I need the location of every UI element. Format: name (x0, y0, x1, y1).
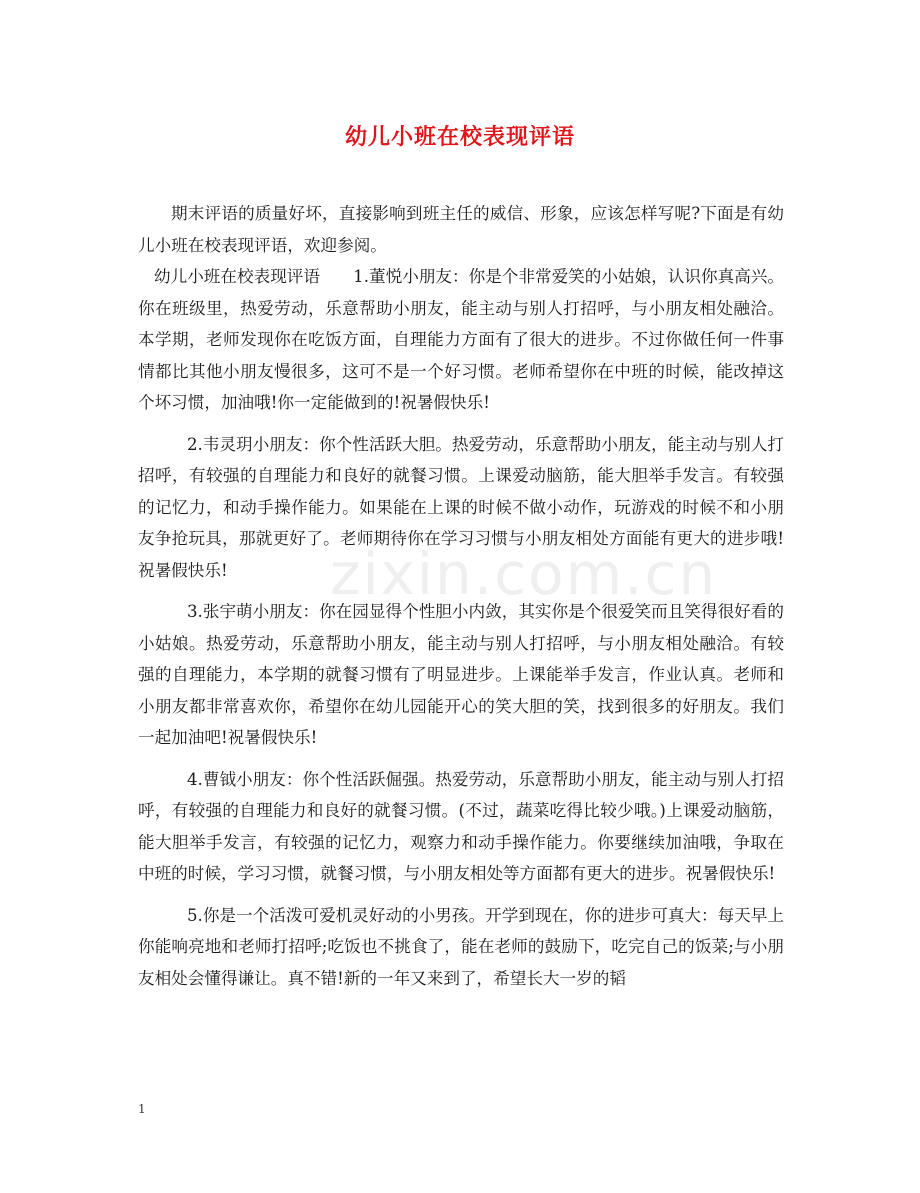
paragraph-item-3: 3.张宇萌小朋友：你在园显得个性胆小内敛，其实你是个很爱笑而且笑得很好看的小姑娘。热爱劳动，乐意帮助小朋友，能主动与别人打招呼，与小朋友相处融洽。有较强的自理能力，本学期的就餐习惯有了明显进步。上课能举手发言，作业认真。老师和小朋友都非常喜欢你，希望你在幼儿园能开心的笑大胆的笑，找到很多的好朋友。我们一起加油吧!祝暑假快乐! (138, 602, 784, 747)
paragraph-intro: 期末评语的质量好坏，直接影响到班主任的威信、形象，应该怎样写呢?下面是有幼儿小班在校表现评语，欢迎参阅。 (138, 204, 784, 255)
paragraph-gap (138, 419, 784, 429)
paragraph-item-2: 2.韦灵玥小朋友：你个性活跃大胆。热爱劳动，乐意帮助小朋友，能主动与别人打招呼，有较强的自理能力和良好的就餐习惯。上课爱动脑筋，能大胆举手发言。有较强的记忆力，和动手操作能力。如果能在上课的时候不做小动作，玩游戏的时候不和小朋友争抢玩具，那就更好了。老师期待你在学习习惯与小朋友相处方面能有更大的进步哦!祝暑假快乐! (138, 434, 784, 580)
paragraph-gap (138, 754, 784, 764)
page-number: 1 (138, 1102, 146, 1116)
watermark-text: zixin.com.cn (330, 540, 718, 608)
document-title: 幼儿小班在校表现评语 (344, 124, 575, 150)
document-body (138, 198, 784, 994)
paragraph-item-1: 幼儿小班在校表现评语 1.董悦小朋友：你是个非常爱笑的小姑娘，认识你真高兴。你在班级里，热爱劳动，乐意帮助小朋友，能主动与别人打招呼，与小朋友相处融洽。本学期，老师发现你在吃饭方面，自理能力方面有了很大的进步。不过你做任何一件事情都比其他小朋友慢很多，这可不是一个好习惯。老师希望你在中班的时候，能改掉这个坏习惯，加油哦!你一定能做到的!祝暑假快乐! (138, 267, 784, 412)
paragraph-gap (138, 586, 784, 596)
paragraph-item-5: 5.你是一个活泼可爱机灵好动的小男孩。开学到现在，你的进步可真大：每天早上你能响亮地和老师打招呼;吃饭也不挑食了，能在老师的鼓励下，吃完自己的饭菜;与小朋友相处会懂得谦让。真不错!新的一年又来到了，希望长大一岁的韬 (138, 905, 784, 988)
paragraph-item-4: 4.曹钺小朋友：你个性活跃倔强。热爱劳动，乐意帮助小朋友，能主动与别人打招呼，有较强的自理能力和良好的就餐习惯。(不过，蔬菜吃得比较少哦。)上课爱动脑筋，能大胆举手发言，有较强的记忆力，观察力和动手操作能力。你要继续加油哦，争取在中班的时候，学习习惯，就餐习惯，与小朋友相处等方面都有更大的进步。祝暑假快乐! (138, 769, 784, 883)
paragraph-gap (138, 890, 784, 900)
